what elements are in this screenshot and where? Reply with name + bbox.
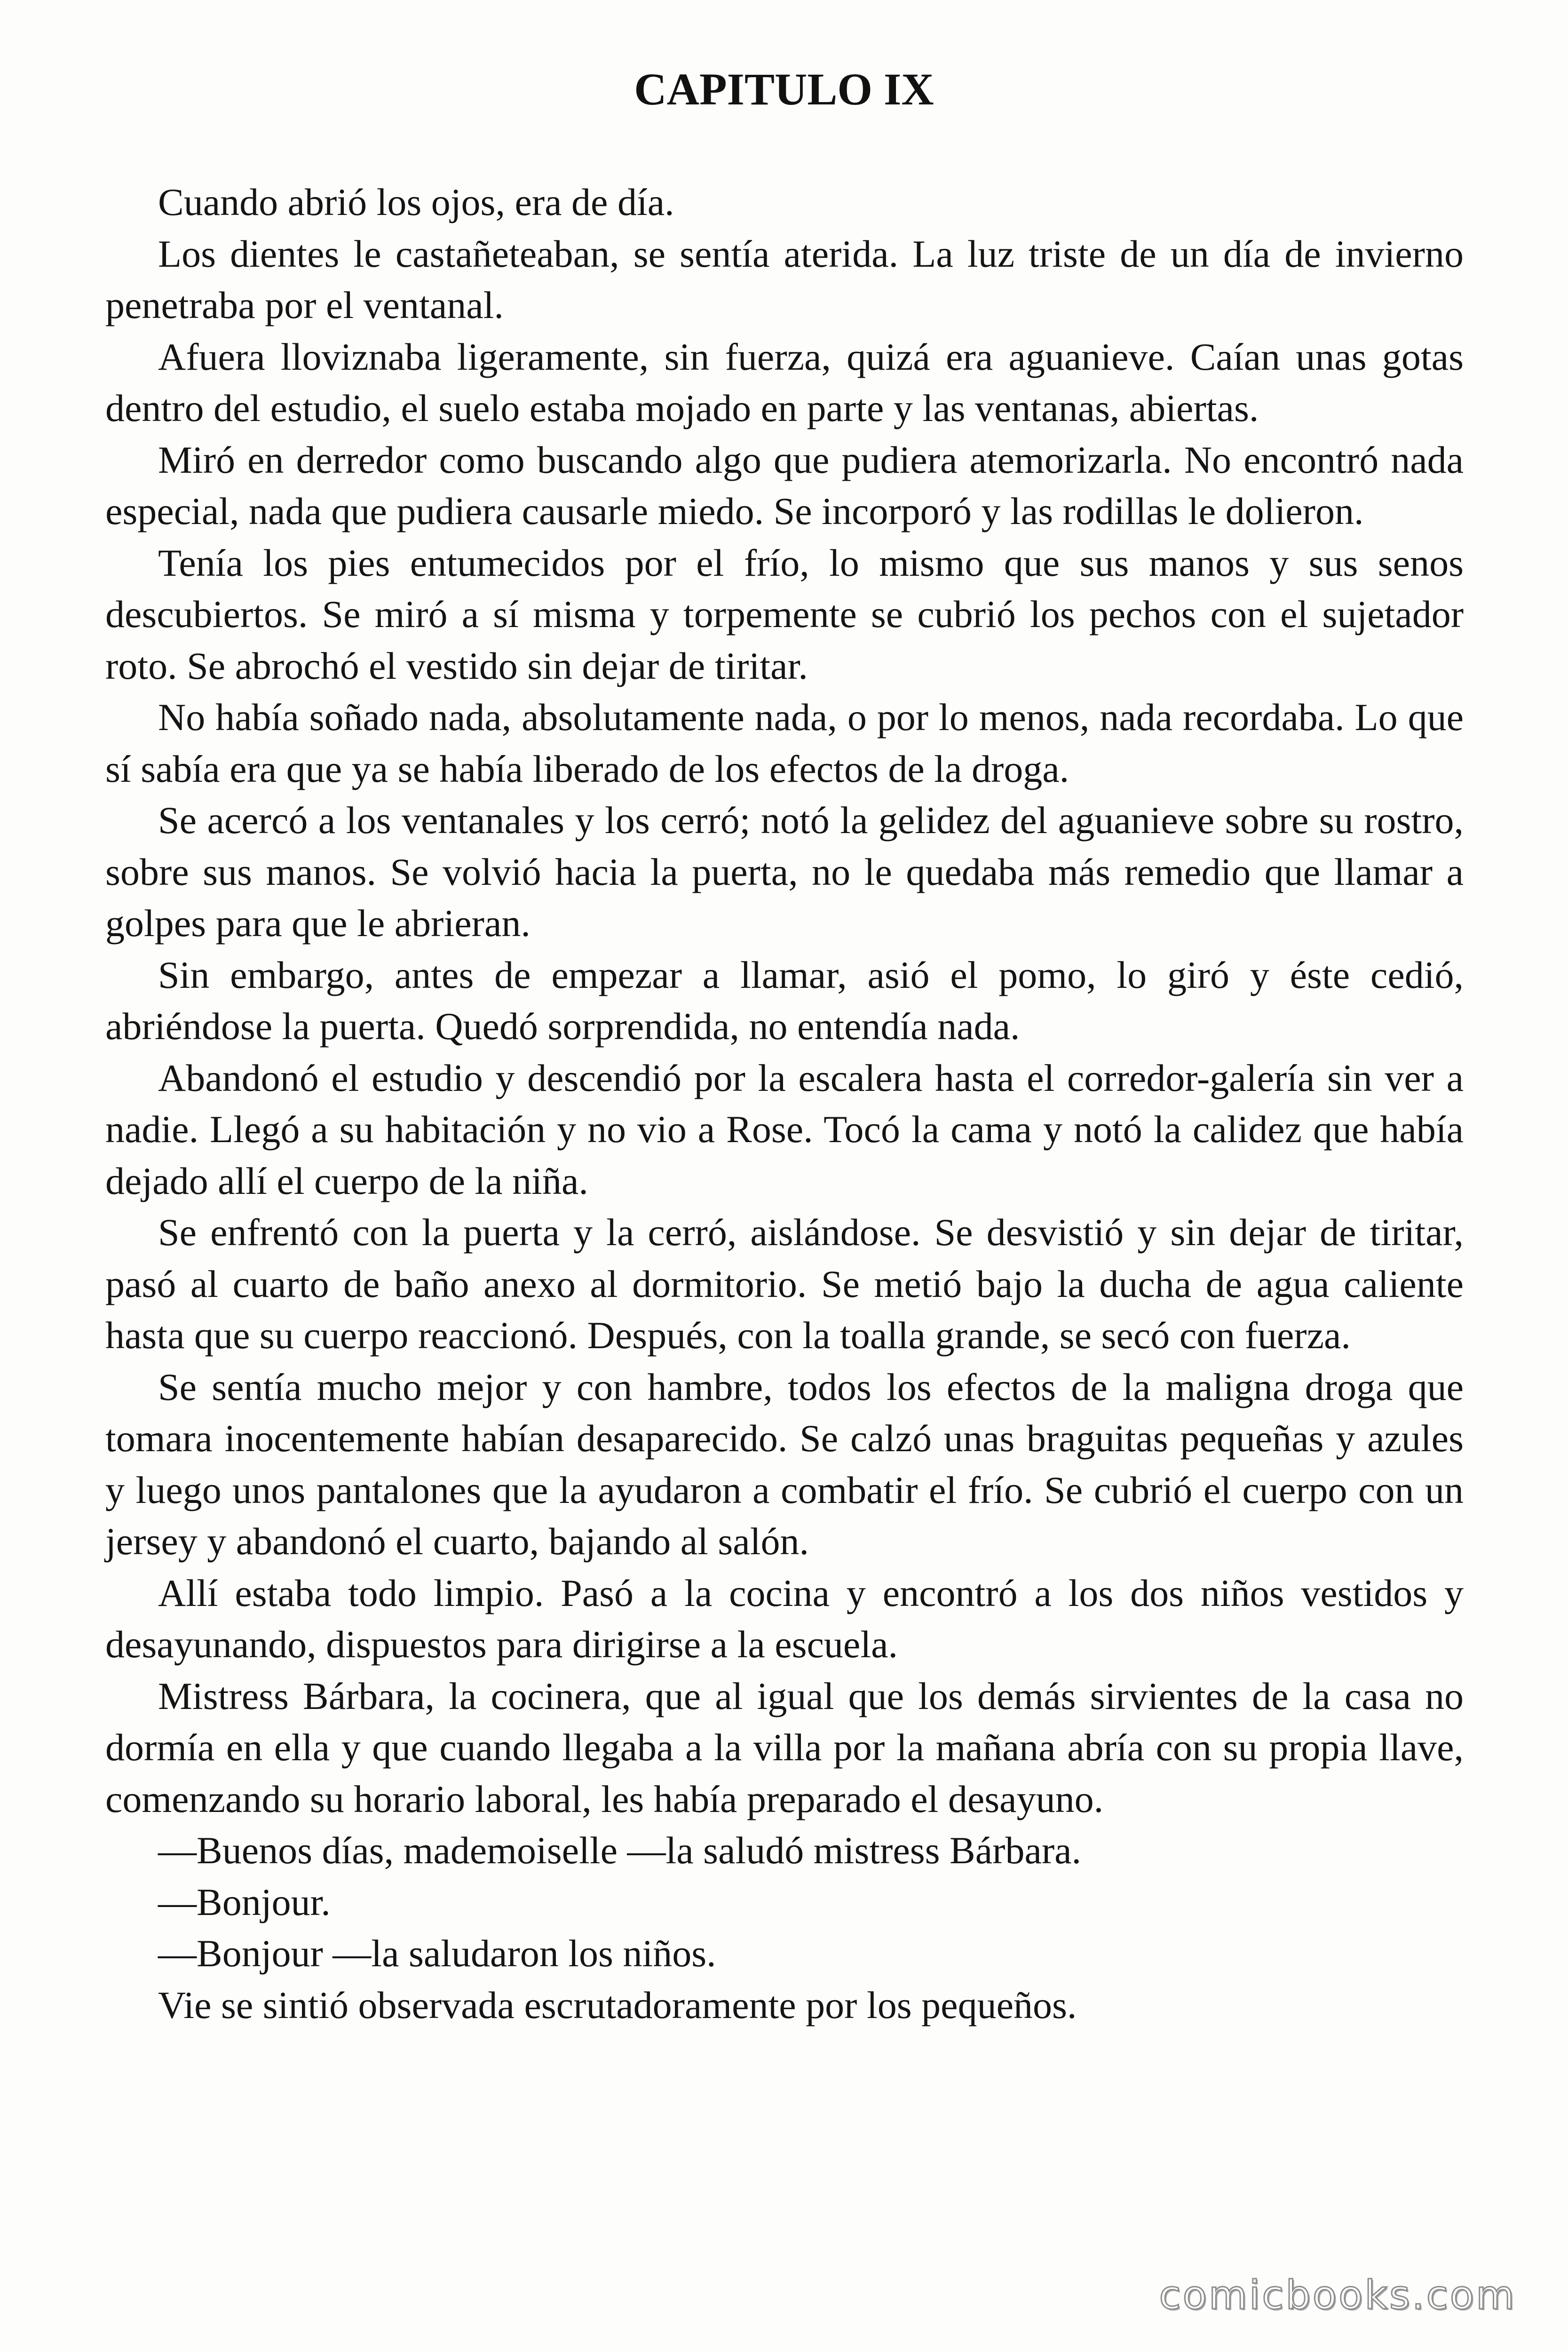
paragraph: Cuando abrió los ojos, era de día. bbox=[158, 181, 674, 223]
chapter-body bbox=[105, 176, 1464, 2031]
paragraph: Abandonó el estudio y descendió por la escalera hasta el corredor-galería sin ver a nadie. Llegó a su habitación y no vio a Rose. Tocó la cama y notó la calidez que había dejado allí el cuerpo de la niña. bbox=[105, 1056, 1464, 1202]
paragraph: Allí estaba todo limpio. Pasó a la cocina y encontró a los dos niños vestidos y desayunando, dispuestos para dirigirse a la escuela. bbox=[105, 1571, 1464, 1666]
paragraph: Se sentía mucho mejor y con hambre, todos los efectos de la maligna droga que tomara inocentemente habían desaparecido. Se calzó unas braguitas pequeñas y azules y luego unos pantalones que la ayudaron a combatir el frío. Se cubrió el cuerpo con un jersey y abandonó el cuarto, bajando al salón. bbox=[105, 1365, 1464, 1563]
dialogue-line: —Bonjour. bbox=[158, 1880, 331, 1923]
watermark: comicbooks.com bbox=[1159, 2272, 1516, 2318]
paragraph: Tenía los pies entumecidos por el frío, lo mismo que sus manos y sus senos descubiertos. Se miró a sí misma y torpemente se cubrió los pechos con el sujetador roto. Se abrochó el vestido sin dejar de tiritar. bbox=[105, 541, 1464, 687]
dialogue-line: —Buenos días, mademoiselle —la saludó mistress Bárbara. bbox=[158, 1829, 1082, 1872]
paragraph: Afuera lloviznaba ligeramente, sin fuerza, quizá era aguanieve. Caían unas gotas dentro del estudio, el suelo estaba mojado en parte y las ventanas, abiertas. bbox=[105, 335, 1464, 429]
paragraph: Los dientes le castañeteaban, se sentía aterida. La luz triste de un día de invierno penetraba por el ventanal. bbox=[105, 232, 1464, 326]
dialogue-line: —Bonjour —la saludaron los niños. bbox=[158, 1932, 716, 1975]
paragraph: Miró en derredor como buscando algo que pudiera atemorizarla. No encontró nada especial, nada que pudiera causarle miedo. Se incorporó y las rodillas le dolieron. bbox=[105, 438, 1464, 532]
paragraph: Vie se sintió observada escrutadoramente por los pequeños. bbox=[158, 1983, 1077, 2026]
chapter-title: CAPITULO IX bbox=[634, 64, 934, 114]
paragraph: Se enfrentó con la puerta y la cerró, aislándose. Se desvistió y sin dejar de tiritar, pasó al cuarto de baño anexo al dormitorio. Se metió bajo la ducha de agua caliente hasta que su cuerpo reaccionó. Después, con la toalla grande, se secó con fuerza. bbox=[105, 1211, 1464, 1357]
paragraph: Sin embargo, antes de empezar a llamar, asió el pomo, lo giró y éste cedió, abriéndose la puerta. Quedó sorprendida, no entendía nada. bbox=[105, 953, 1464, 1048]
paragraph: No había soñado nada, absolutamente nada, o por lo menos, nada recordaba. Lo que sí sabía era que ya se había liberado de los efectos de la droga. bbox=[105, 696, 1464, 790]
paragraph: Se acercó a los ventanales y los cerró; notó la gelidez del aguanieve sobre su rostro, sobre sus manos. Se volvió hacia la puerta, no le quedaba más remedio que llamar a golpes para que le abrieran. bbox=[105, 799, 1464, 945]
paragraph: Mistress Bárbara, la cocinera, que al igual que los demás sirvientes de la casa no dormía en ella y que cuando llegaba a la villa por la mañana abría con su propia llave, comenzando su horario laboral, les había preparado el desayuno. bbox=[105, 1674, 1464, 1820]
